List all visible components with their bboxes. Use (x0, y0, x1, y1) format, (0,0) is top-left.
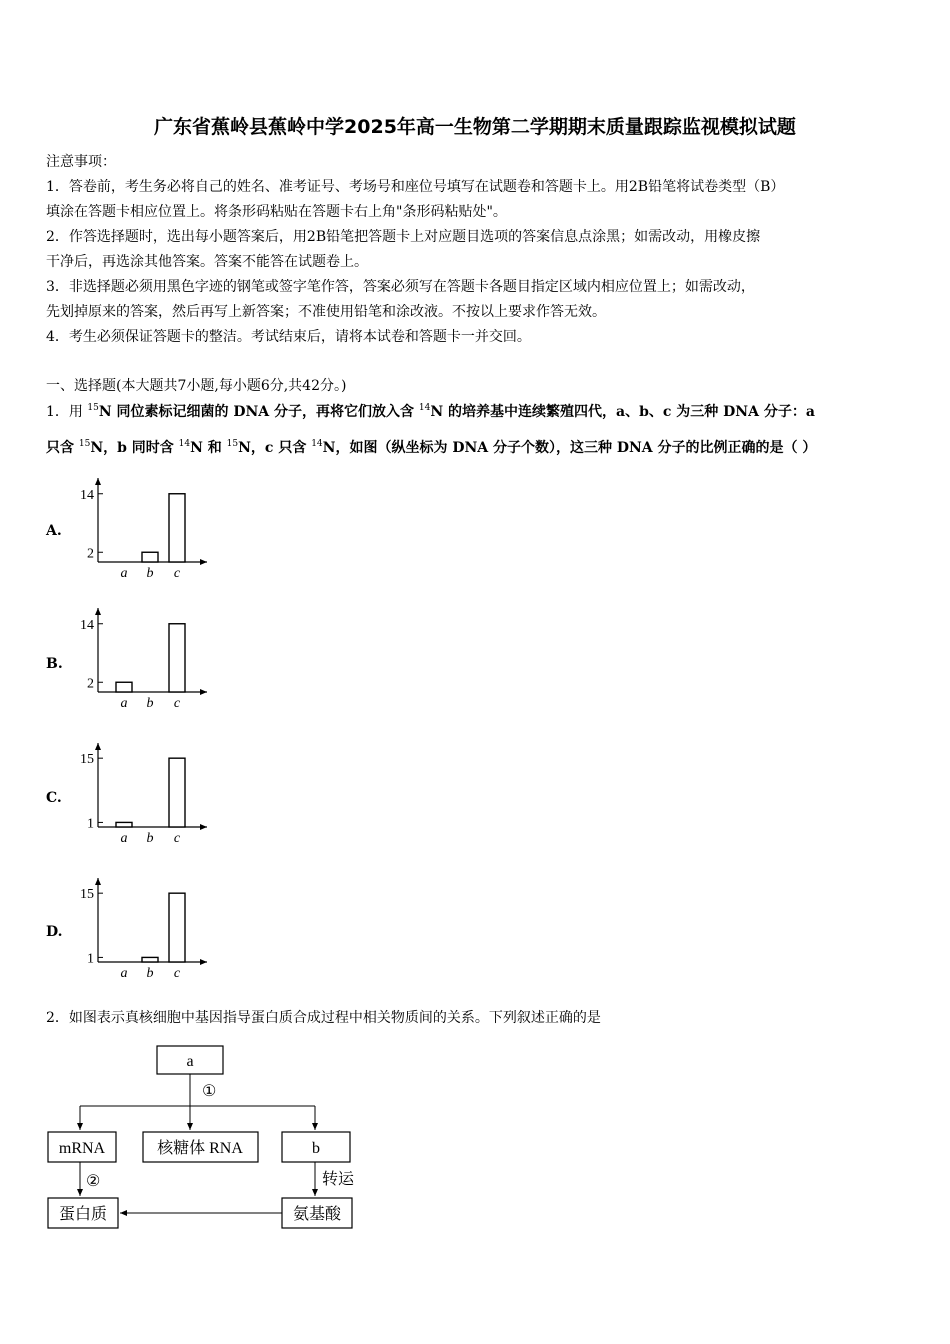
box-a-text: a (186, 1053, 194, 1070)
bar-b (142, 957, 158, 962)
x-axis-arrow (200, 959, 207, 965)
step-1-label: ① (202, 1083, 217, 1100)
x-axis-arrow (200, 689, 207, 695)
question-1-line-2: 只含 $^{15}$N，b 同时含 $^{14}$N 和 $^{15}$N，c 只含 $^{14}$N，如图（纵坐标为 DNA 分子个数），这三种 DNA 分子的比例正确的是（ ） (46, 439, 817, 456)
category-label-a: a (120, 831, 128, 846)
question-1-line-1: 1．用 $^{15}$N 同位素标记细菌的 DNA 分子，再将它们放入含 $^{14}$N 的培养基中连续繁殖四代，a、b、c 为三种 DNA 分子：a (46, 403, 815, 420)
y-axis-arrow (95, 608, 101, 615)
box-mrna-text: mRNA (58, 1140, 106, 1157)
y-tick-label: 1 (87, 816, 94, 832)
category-label-b: b (146, 831, 154, 846)
box-rrna-text: 核糖体 RNA (157, 1140, 243, 1157)
y-tick-label: 14 (80, 487, 94, 503)
category-label-b: b (146, 966, 154, 981)
question-2-text: 2．如图表示真核细胞中基因指导蛋白质合成过程中相关物质间的关系。下列叙述正确的是 (46, 1010, 601, 1026)
notice-line: 填涂在答题卡相应位置上。将条形码粘贴在答题卡右上角"条形码粘贴处"。 (46, 204, 507, 220)
bar-c (169, 893, 185, 962)
y-tick-label: 15 (80, 752, 94, 768)
option-b-label[interactable]: B. (46, 656, 63, 672)
box-amino-acid-text: 氨基酸 (292, 1206, 342, 1223)
bar-b (142, 552, 158, 562)
bar-c (169, 758, 185, 827)
bar-a (116, 822, 132, 827)
notice-line: 1．答卷前，考生务必将自己的姓名、准考证号、考场号和座位号填写在试题卷和答题卡上。用2B铅笔将试卷类型（B） (46, 179, 785, 195)
notice-heading: 注意事项： (46, 154, 116, 170)
notice-line: 4．考生必须保证答题卡的整洁。考试结束后，请将本试卷和答题卡一并交回。 (46, 329, 531, 345)
notice-line: 先划掉原来的答案，然后再写上新答案；不准使用铅笔和涂改液。不按以上要求作答无效。 (46, 304, 606, 320)
gene-expression-diagram (40, 1038, 380, 1238)
category-label-c: c (173, 566, 181, 581)
notice-line: 2．作答选择题时，选出每小题答案后，用2B铅笔把答题卡上对应题目选项的答案信息点涂黑；如需改动，用橡皮擦 (46, 229, 761, 245)
option-a-label[interactable]: A. (46, 523, 62, 539)
bar-a (116, 682, 132, 692)
transport-label: 转运 (322, 1171, 355, 1188)
y-tick-label: 14 (80, 617, 94, 633)
bar-c (169, 624, 185, 692)
category-label-a: a (120, 566, 128, 581)
category-label-b: b (146, 566, 154, 581)
x-axis-arrow (200, 824, 207, 830)
page-title: 广东省蕉岭县蕉岭中学2025年高一生物第二学期期末质量跟踪监视模拟试题 (154, 116, 796, 138)
option-c-chart (72, 735, 222, 855)
box-b-text: b (312, 1140, 320, 1157)
category-label-a: a (120, 966, 128, 981)
y-tick-label: 1 (87, 951, 94, 967)
box-protein-text: 蛋白质 (58, 1206, 108, 1223)
step-2-label: ② (86, 1173, 101, 1190)
y-tick-label: 2 (87, 676, 94, 692)
notice-line: 干净后，再选涂其他答案。答案不能答在试题卷上。 (46, 254, 368, 270)
option-c-label[interactable]: C. (46, 790, 62, 806)
y-tick-label: 2 (87, 546, 94, 562)
section-heading: 一、选择题(本大题共7小题,每小题6分,共42分。) (46, 378, 347, 394)
x-axis-arrow (200, 559, 207, 565)
category-label-c: c (173, 966, 181, 981)
category-label-c: c (173, 696, 181, 711)
notice-line: 3．非选择题必须用黑色字迹的钢笔或签字笔作答，答案必须写在答题卡各题目指定区域内相应位置上；如需改动， (46, 279, 755, 295)
option-b-chart (72, 600, 222, 720)
category-label-a: a (120, 696, 128, 711)
option-a-chart (72, 470, 222, 590)
y-axis-arrow (95, 478, 101, 485)
category-label-b: b (146, 696, 154, 711)
bar-c (169, 494, 185, 562)
y-axis-arrow (95, 878, 101, 885)
category-label-c: c (173, 831, 181, 846)
y-axis-arrow (95, 743, 101, 750)
option-d-chart (72, 870, 222, 990)
option-d-label[interactable]: D. (46, 924, 63, 940)
y-tick-label: 15 (80, 887, 94, 903)
